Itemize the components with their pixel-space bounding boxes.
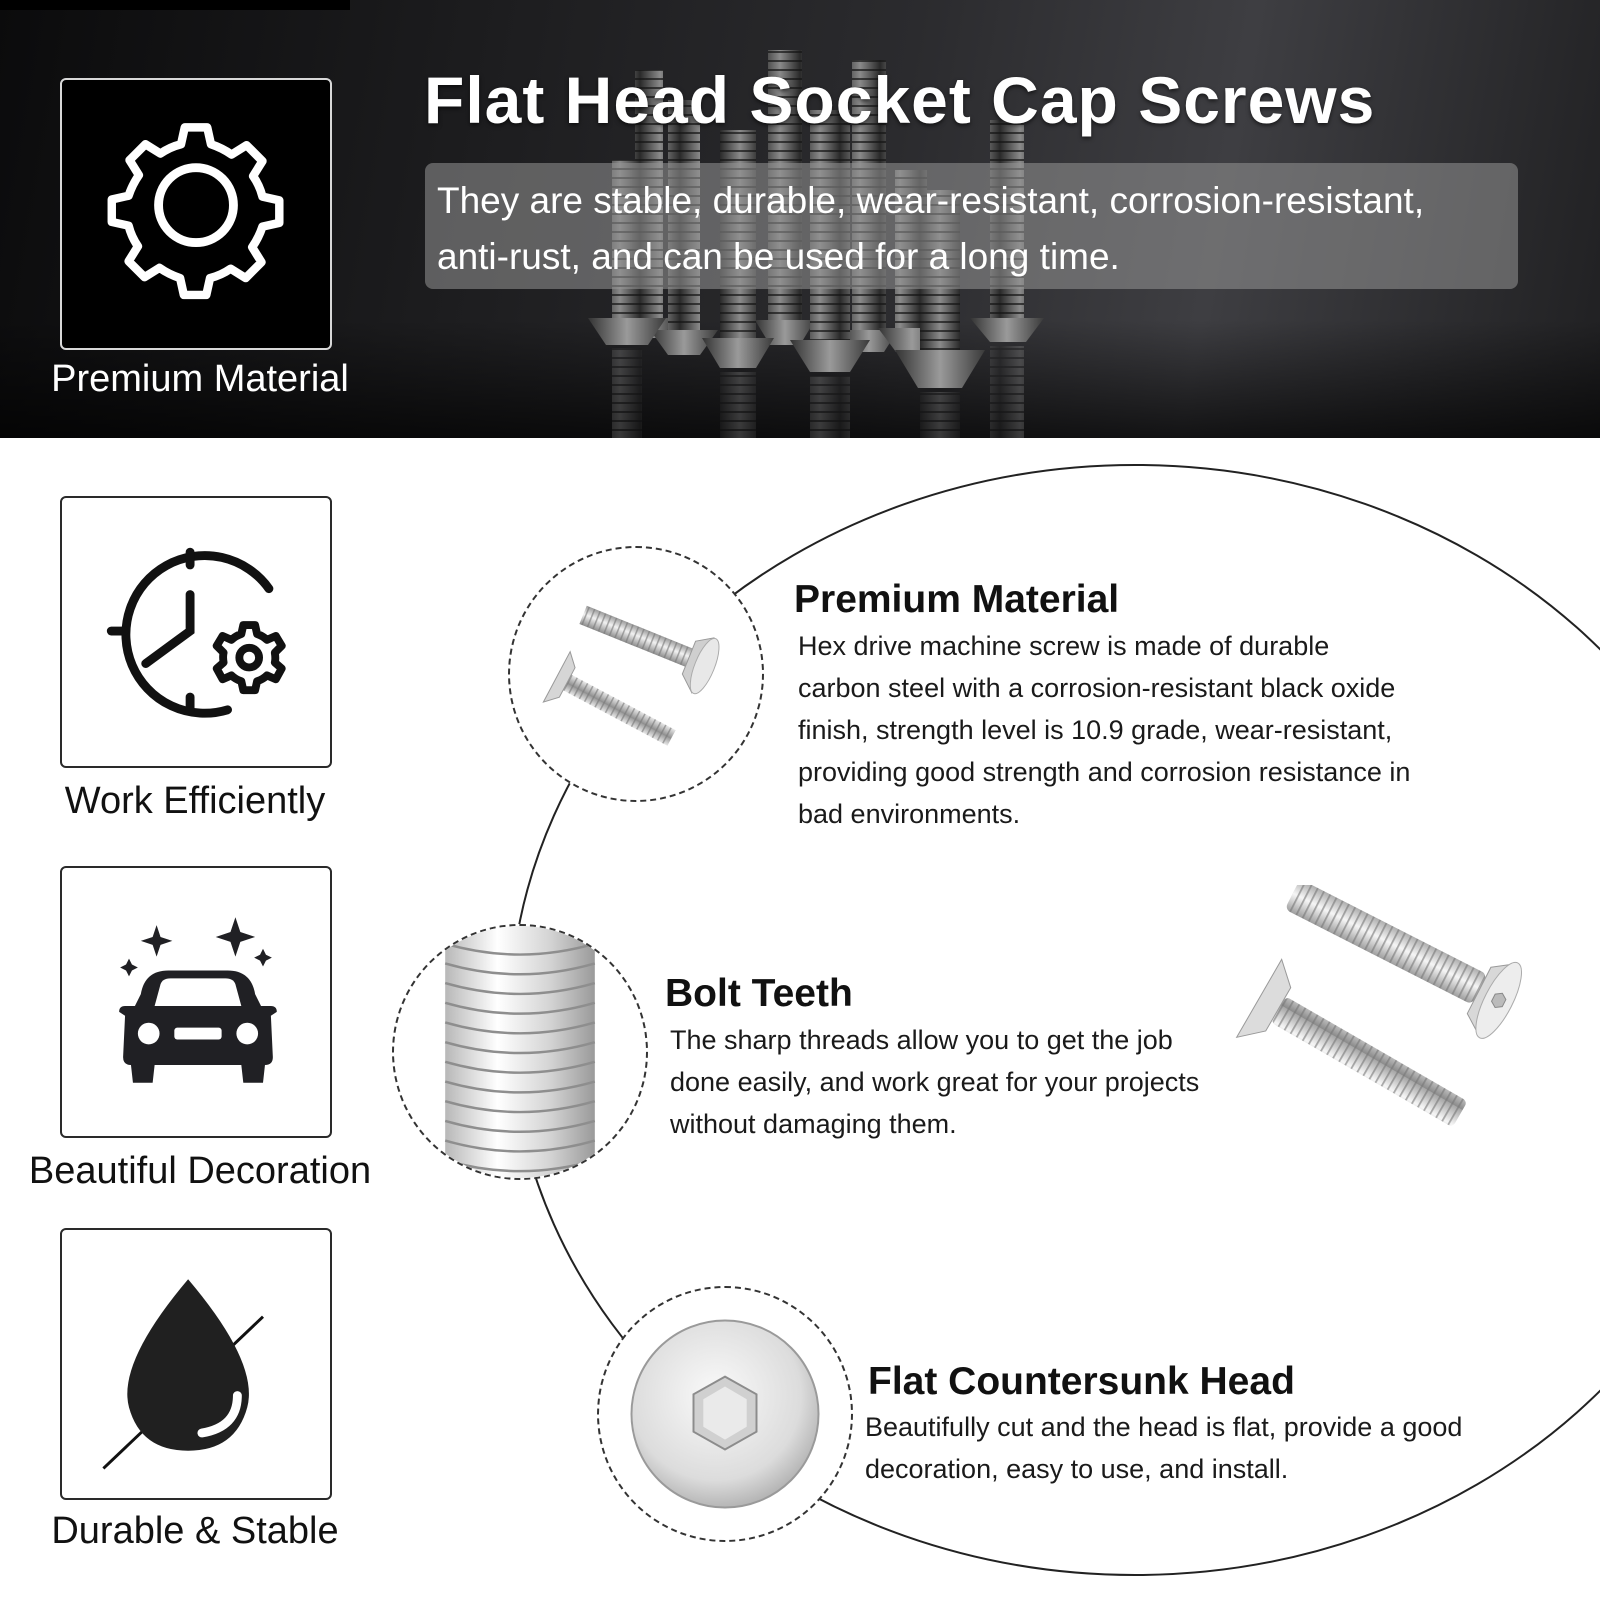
- feature-title: Flat Countersunk Head: [868, 1360, 1295, 1403]
- sparkling-car-icon: [62, 868, 330, 1136]
- feature-description: The sharp threads allow you to get the job done easily, and work great for your projects without damaging them.: [670, 1025, 1200, 1139]
- hero-subtitle: They are stable, durable, wear-resistant, corrosion-resistant, anti-rust, and can be used for a long time.: [425, 163, 1518, 289]
- page-title: Flat Head Socket Cap Screws: [424, 63, 1376, 137]
- beautiful-decoration-badge: [60, 866, 332, 1138]
- durable-stable-badge: [60, 1228, 332, 1500]
- work-efficiently-badge: [60, 496, 332, 768]
- premium-material-badge: [60, 78, 332, 350]
- gear-icon: [62, 80, 330, 348]
- bolt-threads-image: [394, 926, 646, 1178]
- bolt-threads-bubble: [392, 924, 648, 1180]
- sidebar-item-label: Durable & Stable: [51, 1510, 339, 1552]
- screws-pair-bubble: [508, 546, 764, 802]
- hero-banner: [0, 0, 1600, 438]
- feature-description: Beautifully cut and the head is flat, provide a good decoration, easy to use, and install.: [865, 1412, 1463, 1484]
- sidebar-item-label: Beautiful Decoration: [28, 1150, 372, 1192]
- water-drop-icon: [62, 1230, 330, 1498]
- sidebar-item-label: Work Efficiently: [64, 780, 326, 822]
- countersunk-head-bubble: [597, 1286, 853, 1542]
- clock-gear-icon: [62, 498, 330, 766]
- large-screws-image: [1210, 885, 1585, 1165]
- feature-title: Premium Material: [794, 578, 1120, 621]
- screws-pair-image: [510, 548, 762, 800]
- feature-description: Hex drive machine screw is made of durable carbon steel with a corrosion-resistant black oxide finish, strength level is 10.9 grade, wear-resistant, providing good strength and corrosion resistance in bad environments.: [798, 631, 1411, 829]
- feature-title: Bolt Teeth: [665, 972, 853, 1015]
- premium-material-caption: Premium Material: [51, 358, 349, 400]
- countersunk-head-image: [599, 1288, 851, 1540]
